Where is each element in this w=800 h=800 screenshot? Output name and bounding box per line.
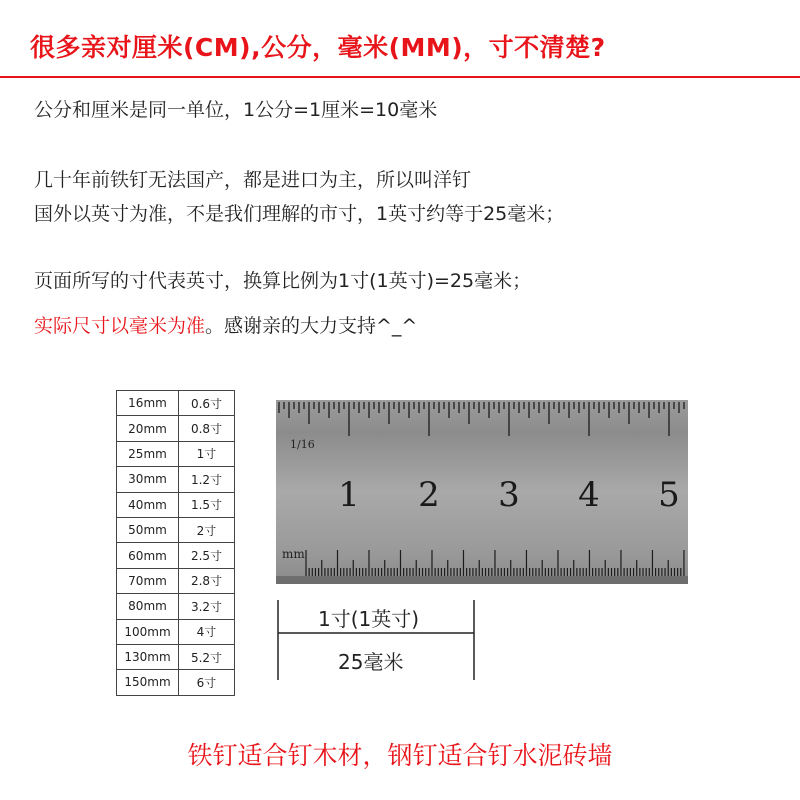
size-table-row <box>117 416 235 441</box>
size-mm-cell: 70mm <box>117 568 179 593</box>
size-cun-cell: 6寸 <box>179 670 235 695</box>
size-cun-cell: 2.5寸 <box>179 543 235 568</box>
size-cun-cell: 5.2寸 <box>179 644 235 669</box>
bracket-top-label: 1寸(1英寸) <box>318 607 420 631</box>
size-table-row <box>117 619 235 644</box>
size-cun-cell: 0.8寸 <box>179 416 235 441</box>
size-table-row <box>117 492 235 517</box>
size-cun-cell: 3.2寸 <box>179 594 235 619</box>
bracket-bottom-label: 25毫米 <box>338 650 404 674</box>
size-table-row <box>117 670 235 695</box>
size-table-body <box>117 391 235 696</box>
ruler-illustration <box>276 386 688 586</box>
footer-note: 铁钉适合钉木材，钢钉适合钉水泥砖墙 <box>187 741 613 770</box>
ruler-edge-shadow <box>276 576 688 584</box>
size-mm-cell: 40mm <box>117 492 179 517</box>
size-mm-cell: 20mm <box>117 416 179 441</box>
ruler-number: 1 <box>338 475 360 515</box>
ruler-number: 4 <box>578 475 600 515</box>
intro-line-5 <box>34 311 417 338</box>
size-mm-cell: 30mm <box>117 467 179 492</box>
intro-line-5-highlight: 实际尺寸以毫米为准 <box>34 315 206 337</box>
size-table-row <box>117 594 235 619</box>
size-table-row <box>117 467 235 492</box>
size-cun-cell: 4寸 <box>179 619 235 644</box>
size-cun-cell: 1.2寸 <box>179 467 235 492</box>
intro-line-2: 几十年前铁钉无法国产，都是进口为主，所以叫洋钉 <box>34 169 472 191</box>
ruler-photo <box>276 386 688 590</box>
size-table-row <box>117 543 235 568</box>
size-mm-cell: 60mm <box>117 543 179 568</box>
size-cun-cell: 1.5寸 <box>179 492 235 517</box>
size-mm-cell: 50mm <box>117 517 179 542</box>
size-cun-cell: 2.8寸 <box>179 568 235 593</box>
ruler-top-mark: 1/16 <box>290 438 315 451</box>
page-title: 很多亲对厘米(CM),公分，毫米(MM)，寸不清楚? <box>30 33 606 62</box>
intro-line-4: 页面所写的寸代表英寸，换算比例为1寸(1英寸)=25毫米； <box>34 270 532 292</box>
size-mm-cell: 100mm <box>117 619 179 644</box>
size-table-row <box>117 517 235 542</box>
size-cun-cell: 2寸 <box>179 517 235 542</box>
ruler-number: 5 <box>658 475 680 515</box>
size-table-row <box>117 391 235 416</box>
ruler-number: 3 <box>498 475 520 515</box>
size-mm-cell: 130mm <box>117 644 179 669</box>
ruler-bottom-mark: mm <box>282 547 305 561</box>
size-cun-cell: 0.6寸 <box>179 391 235 416</box>
ruler-number: 2 <box>418 475 440 515</box>
size-table-row <box>117 644 235 669</box>
size-mm-cell: 150mm <box>117 670 179 695</box>
size-mm-cell: 25mm <box>117 441 179 466</box>
intro-line-1: 公分和厘米是同一单位，1公分=1厘米=10毫米 <box>34 99 438 121</box>
size-conversion-table <box>116 390 235 696</box>
size-mm-cell: 16mm <box>117 391 179 416</box>
size-cun-cell: 1寸 <box>179 441 235 466</box>
intro-line-5-rest: 。感谢亲的大力支持^_^ <box>205 315 418 337</box>
intro-line-3: 国外以英寸为准，不是我们理解的市寸，1英寸约等于25毫米； <box>34 203 565 225</box>
size-table-row <box>117 441 235 466</box>
title-divider <box>0 76 800 78</box>
size-table-row <box>117 568 235 593</box>
size-mm-cell: 80mm <box>117 594 179 619</box>
